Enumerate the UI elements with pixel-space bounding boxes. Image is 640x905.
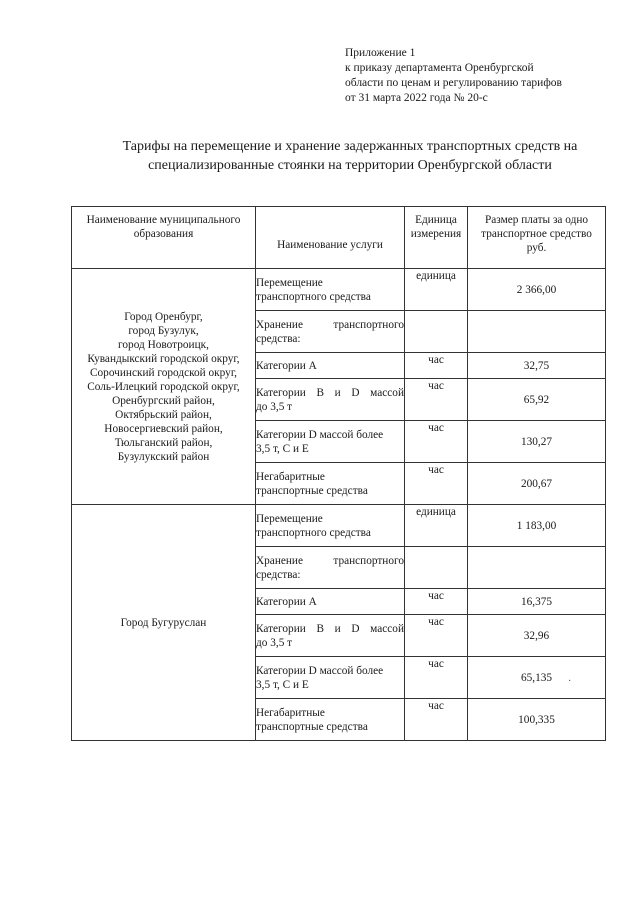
service-text: средства: xyxy=(256,332,301,345)
unit-cell: час xyxy=(405,589,468,615)
appendix-line: к приказу департамента Оренбургской xyxy=(345,62,534,74)
service-text: до 3,5 т xyxy=(256,400,293,413)
price-cell: 130,27 xyxy=(468,421,606,463)
service-text: транспортного средства xyxy=(256,526,371,539)
service-text: транспортного средства xyxy=(256,290,371,303)
service-text: до 3,5 т xyxy=(256,636,293,649)
price-cell: 65,135 xyxy=(468,657,606,699)
unit-cell: час xyxy=(405,463,468,505)
price-cell: 1 183,00 xyxy=(468,505,606,547)
service-cell xyxy=(256,589,405,615)
municipality-line: Оренбургский район, xyxy=(112,394,215,407)
service-cell xyxy=(256,269,405,311)
municipality-line: Октябрьский район, xyxy=(115,408,212,421)
header-municipality: Наименование муниципального образования xyxy=(72,207,256,269)
service-cell xyxy=(256,699,405,741)
appendix-header xyxy=(345,46,605,106)
price-cell: 2 366,00 xyxy=(468,269,606,311)
service-text: Перемещение xyxy=(256,512,323,525)
municipality-line: Кувандыкский городской округ, xyxy=(87,352,240,365)
service-cell xyxy=(256,421,405,463)
service-text: Категории D массой более xyxy=(256,428,384,441)
unit-cell: час xyxy=(405,353,468,379)
service-text: Перемещение xyxy=(256,276,323,289)
tariffs-table xyxy=(71,206,606,741)
unit-cell xyxy=(405,311,468,353)
unit-cell: час xyxy=(405,379,468,421)
price-cell: 100,335 xyxy=(468,699,606,741)
price-cell xyxy=(468,311,606,353)
municipality-cell xyxy=(72,505,256,741)
service-cell xyxy=(256,615,405,657)
appendix-line: от 31 марта 2022 года № 20-с xyxy=(345,92,488,104)
municipality-line: Тюльганский район, xyxy=(114,436,213,449)
document-title xyxy=(90,137,610,175)
service-text: Негабаритные xyxy=(256,706,325,719)
service-text: транспортные средства xyxy=(256,484,368,497)
service-cell xyxy=(256,505,405,547)
service-cell xyxy=(256,463,405,505)
unit-cell: час xyxy=(405,657,468,699)
scan-speck: · xyxy=(568,676,572,687)
price-cell: 16,375 xyxy=(468,589,606,615)
service-cell xyxy=(256,353,405,379)
appendix-line: области по ценам и регулированию тарифов xyxy=(345,77,562,89)
service-text: 3,5 т, С и Е xyxy=(256,442,309,455)
appendix-line: Приложение 1 xyxy=(345,47,416,59)
service-text: 3,5 т, С и Е xyxy=(256,678,309,691)
service-cell xyxy=(256,657,405,699)
service-text: Хранение транспортного xyxy=(256,554,404,567)
unit-cell: час xyxy=(405,699,468,741)
service-text: средства: xyxy=(256,568,301,581)
municipality-line: Соль-Илецкий городской округ, xyxy=(87,380,240,393)
service-text: Категории В и D массой xyxy=(256,386,404,399)
price-cell xyxy=(468,547,606,589)
service-text: Категории D массой более xyxy=(256,664,384,677)
price-cell: 65,92 xyxy=(468,379,606,421)
header-price: Размер платы за одно транспортное средство руб. xyxy=(468,207,606,269)
municipality-cell xyxy=(72,269,256,505)
service-text: Категории А xyxy=(256,595,317,608)
unit-cell: единица xyxy=(405,269,468,311)
municipality-line: Сорочинский городской округ, xyxy=(89,366,237,379)
unit-cell xyxy=(405,547,468,589)
header-service: Наименование услуги xyxy=(256,207,405,269)
service-text: Негабаритные xyxy=(256,470,325,483)
table-row xyxy=(72,269,606,311)
unit-cell: единица xyxy=(405,505,468,547)
service-text: транспортные средства xyxy=(256,720,368,733)
service-cell xyxy=(256,311,405,353)
municipality-line: Новосергиевский район, xyxy=(104,422,223,435)
unit-cell: час xyxy=(405,421,468,463)
header-unit: Единица измерения xyxy=(405,207,468,269)
service-text: Категории А xyxy=(256,359,317,372)
title-line: специализированные стоянки на территории Оренбургской области xyxy=(148,158,552,173)
municipality-line: Город Оренбург, xyxy=(124,310,203,323)
municipality-line: город Новотроицк, xyxy=(118,338,209,351)
service-text: Категории В и D массой xyxy=(256,622,404,635)
price-cell: 32,75 xyxy=(468,353,606,379)
service-cell xyxy=(256,547,405,589)
municipality-line: город Бузулук, xyxy=(128,324,199,337)
service-text: Хранение транспортного xyxy=(256,318,404,331)
title-line: Тарифы на перемещение и хранение задержанных транспортных средств на xyxy=(122,139,578,154)
table-row xyxy=(72,505,606,547)
unit-cell: час xyxy=(405,615,468,657)
service-cell xyxy=(256,379,405,421)
municipality-line: Город Бугуруслан xyxy=(120,616,207,629)
table-header-row xyxy=(72,207,606,269)
price-cell: 200,67 xyxy=(468,463,606,505)
municipality-line: Бузулукский район xyxy=(117,450,210,463)
price-cell: 32,96 xyxy=(468,615,606,657)
